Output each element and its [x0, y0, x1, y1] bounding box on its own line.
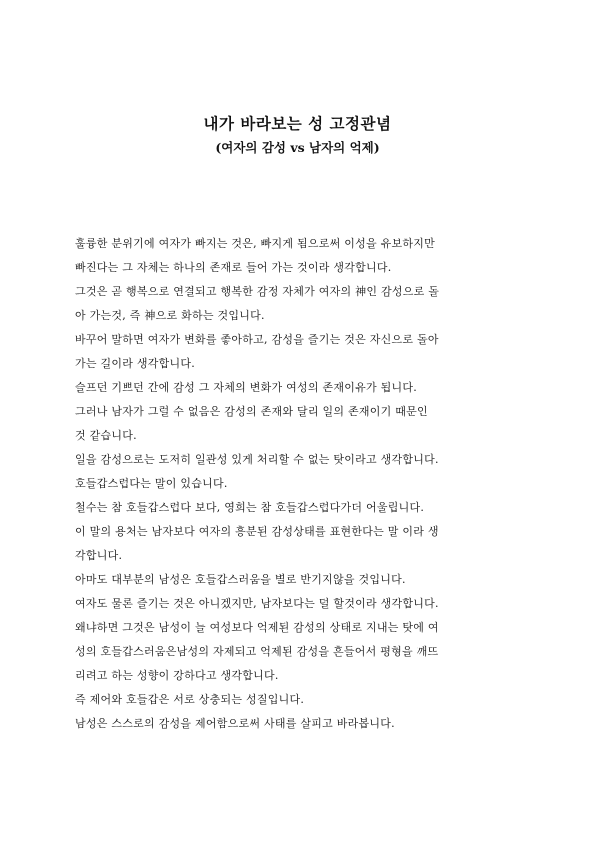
page-title: 내가 바라보는 성 고정관념	[203, 114, 392, 133]
page-subtitle: (여자의 감성 vs 남자의 억제)	[215, 140, 380, 155]
body-line: 철수는 참 호들갑스럽다 보다, 영희는 참 호들갑스럽다가더 어울립니다.	[75, 501, 425, 514]
body-line: 즉 제어와 호들갑은 서로 상충되는 성질입니다.	[75, 693, 305, 706]
body-line: 아 가는것, 즉 神으로 화하는 것입니다.	[75, 309, 265, 322]
body-line: 각합니다.	[75, 549, 123, 562]
body-line: 왜냐하면 그것은 남성이 늘 여성보다 억제된 감성의 상태로 지내는 탓에 여	[75, 621, 439, 634]
body-line: 훌륭한 분위기에 여자가 빠지는 것은, 빠지게 됨으로써 이성을 유보하지만	[75, 237, 435, 250]
body-line: 호들갑스럽다는 말이 있습니다.	[75, 477, 228, 490]
body-line: 일을 감성으로는 도저히 일관성 있게 처리할 수 없는 탓이라고 생각합니다.	[75, 453, 439, 466]
body-line: 아마도 대부분의 남성은 호들갑스러움을 별로 반기지않을 것입니다.	[75, 573, 406, 586]
body-line: 것 같습니다.	[75, 429, 137, 442]
body-line: 빠진다는 그 자체는 하나의 존재로 들어 가는 것이라 생각합니다.	[75, 261, 392, 274]
body-line: 가는 길이라 생각합니다.	[75, 357, 195, 370]
body-line: 여자도 물론 즐기는 것은 아니겠지만, 남자보다는 덜 할것이라 생각합니다.	[75, 597, 439, 610]
body-line: 그것은 곧 행복으로 연결되고 행복한 감정 자체가 여자의 神인 감성으로 돌	[75, 285, 440, 298]
body-line: 바꾸어 말하면 여자가 변화를 좋아하고, 감성을 즐기는 것은 자신으로 돌아	[75, 333, 439, 346]
body-line: 남성은 스스로의 감성을 제어함으로써 사태를 살피고 바라봅니다.	[75, 717, 395, 730]
body-line: 이 말의 용처는 남자보다 여자의 흥분된 감성상태를 표현한다는 말 이라 생	[75, 525, 439, 538]
body-line: 성의 호들갑스러움은남성의 자제되고 억제된 감성을 흔들어서 평형을 깨뜨	[75, 645, 439, 658]
body-text	[75, 232, 505, 736]
body-line: 그러나 남자가 그럴 수 없음은 감성의 존재와 달리 일의 존재이기 때문인	[75, 405, 428, 418]
body-line: 슬프던 기쁘던 간에 감성 그 자체의 변화가 여성의 존재이유가 됩니다.	[75, 381, 417, 394]
body-line: 리려고 하는 성향이 강하다고 생각합니다.	[75, 669, 279, 682]
